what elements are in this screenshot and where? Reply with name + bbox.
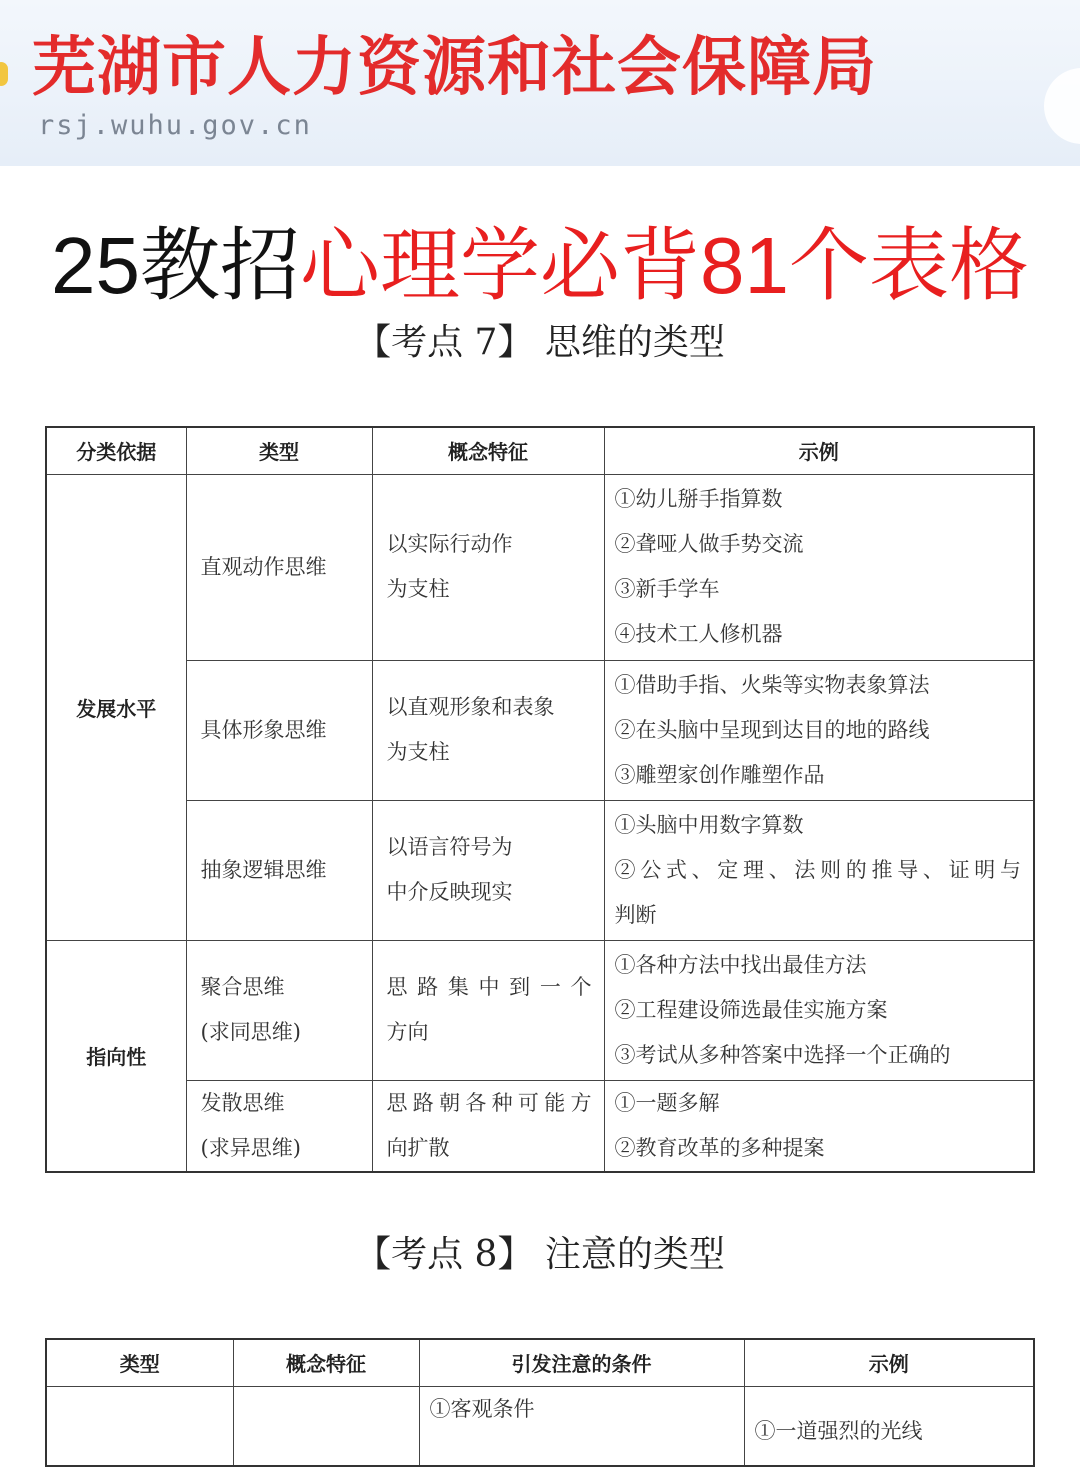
header-feature: 概念特征 bbox=[372, 427, 604, 474]
example-text: ②工程建设筛选最佳实施方案 bbox=[614, 997, 888, 1022]
table-header-row bbox=[46, 427, 1034, 474]
feature-text: 思路集中到一个 bbox=[386, 975, 592, 999]
feature-text: 向扩散 bbox=[386, 1135, 450, 1160]
example-cell bbox=[604, 474, 1034, 660]
feature-text: 以实际行动作 bbox=[386, 532, 513, 556]
feature-cell bbox=[372, 660, 604, 800]
type-text: 抽象逻辑思维 bbox=[200, 857, 327, 882]
example-text: ②在头脑中呈现到达目的地的路线 bbox=[614, 717, 930, 742]
page-title-highlight: 心理学必背81个表格 bbox=[300, 221, 1029, 310]
header-example: 示例 bbox=[744, 1339, 1034, 1386]
example-cell bbox=[744, 1386, 1034, 1466]
table-row bbox=[46, 940, 1034, 1080]
example-text: ④技术工人修机器 bbox=[614, 622, 783, 646]
page-title bbox=[0, 218, 1080, 314]
feature-text: 方向 bbox=[386, 1020, 429, 1044]
example-text: ③雕塑家创作雕塑作品 bbox=[614, 762, 825, 787]
type-cell bbox=[186, 800, 372, 940]
table-row bbox=[46, 660, 1034, 800]
example-cell bbox=[604, 940, 1034, 1080]
header-category: 分类依据 bbox=[46, 427, 186, 474]
table-header-row bbox=[46, 1339, 1034, 1386]
condition-cell bbox=[419, 1386, 744, 1466]
header-banner bbox=[0, 0, 1080, 166]
type-text: (求异思维) bbox=[200, 1135, 301, 1160]
type-text: (求同思维) bbox=[200, 1020, 301, 1044]
feature-cell bbox=[233, 1386, 419, 1466]
example-text: ①头脑中用数字算数 bbox=[614, 812, 804, 837]
type-text: 发散思维 bbox=[200, 1090, 285, 1115]
type-text: 聚合思维 bbox=[200, 975, 285, 999]
example-cell bbox=[604, 800, 1034, 940]
feature-text: 中介反映现实 bbox=[386, 880, 513, 904]
category-cell: 发展水平 bbox=[46, 474, 186, 940]
example-text: ①一题多解 bbox=[614, 1090, 720, 1115]
section8-title: 【考点 8】 注意的类型 bbox=[355, 1234, 725, 1275]
example-text: ②聋哑人做手势交流 bbox=[614, 532, 804, 556]
example-text: ①借助手指、火柴等实物表象算法 bbox=[614, 672, 930, 697]
example-text: 判断 bbox=[614, 902, 657, 927]
feature-text: 以直观形象和表象 bbox=[386, 695, 555, 719]
table-row bbox=[46, 1080, 1034, 1172]
org-url: rsj.wuhu.gov.cn bbox=[38, 110, 312, 141]
page-title-prefix: 25教招 bbox=[51, 221, 300, 310]
example-text: ①一道强烈的光线 bbox=[754, 1418, 923, 1443]
feature-text: 思路朝各种可能方 bbox=[386, 1090, 592, 1115]
type-cell bbox=[186, 660, 372, 800]
table-row bbox=[46, 1386, 1034, 1466]
feature-text: 为支柱 bbox=[386, 577, 450, 601]
type-text: 直观动作思维 bbox=[200, 554, 327, 579]
banner-decoration-dot bbox=[0, 62, 8, 86]
header-condition: 引发注意的条件 bbox=[419, 1339, 744, 1386]
example-text: ③新手学车 bbox=[614, 577, 720, 601]
section7-title: 【考点 7】 思维的类型 bbox=[355, 322, 725, 363]
header-type: 类型 bbox=[46, 1339, 233, 1386]
table-row bbox=[46, 474, 1034, 660]
example-text: ②公式、定理、法则的推导、证明与 bbox=[614, 857, 1021, 882]
thinking-types-table bbox=[45, 426, 1035, 1173]
feature-cell bbox=[372, 1080, 604, 1172]
feature-cell bbox=[372, 800, 604, 940]
example-text: ①各种方法中找出最佳方法 bbox=[614, 952, 867, 977]
type-cell bbox=[46, 1386, 233, 1466]
type-text: 具体形象思维 bbox=[200, 717, 327, 742]
feature-text: 以语言符号为 bbox=[386, 835, 513, 859]
banner-decoration-bubble bbox=[1044, 68, 1080, 144]
condition-text: ①客观条件 bbox=[429, 1396, 535, 1421]
header-example: 示例 bbox=[604, 427, 1034, 474]
example-cell bbox=[604, 660, 1034, 800]
example-text: ②教育改革的多种提案 bbox=[614, 1135, 825, 1160]
type-cell bbox=[186, 940, 372, 1080]
attention-types-table bbox=[45, 1338, 1035, 1467]
example-cell bbox=[604, 1080, 1034, 1172]
table-row bbox=[46, 800, 1034, 940]
org-name: 芜湖市人力资源和社会保障局 bbox=[32, 31, 877, 105]
category-cell: 指向性 bbox=[46, 940, 186, 1172]
header-feature: 概念特征 bbox=[233, 1339, 419, 1386]
feature-cell bbox=[372, 940, 604, 1080]
example-text: ①幼儿掰手指算数 bbox=[614, 487, 783, 511]
type-cell bbox=[186, 474, 372, 660]
feature-cell bbox=[372, 474, 604, 660]
type-cell bbox=[186, 1080, 372, 1172]
feature-text: 为支柱 bbox=[386, 740, 450, 764]
header-type: 类型 bbox=[186, 427, 372, 474]
example-text: ③考试从多种答案中选择一个正确的 bbox=[614, 1042, 951, 1067]
